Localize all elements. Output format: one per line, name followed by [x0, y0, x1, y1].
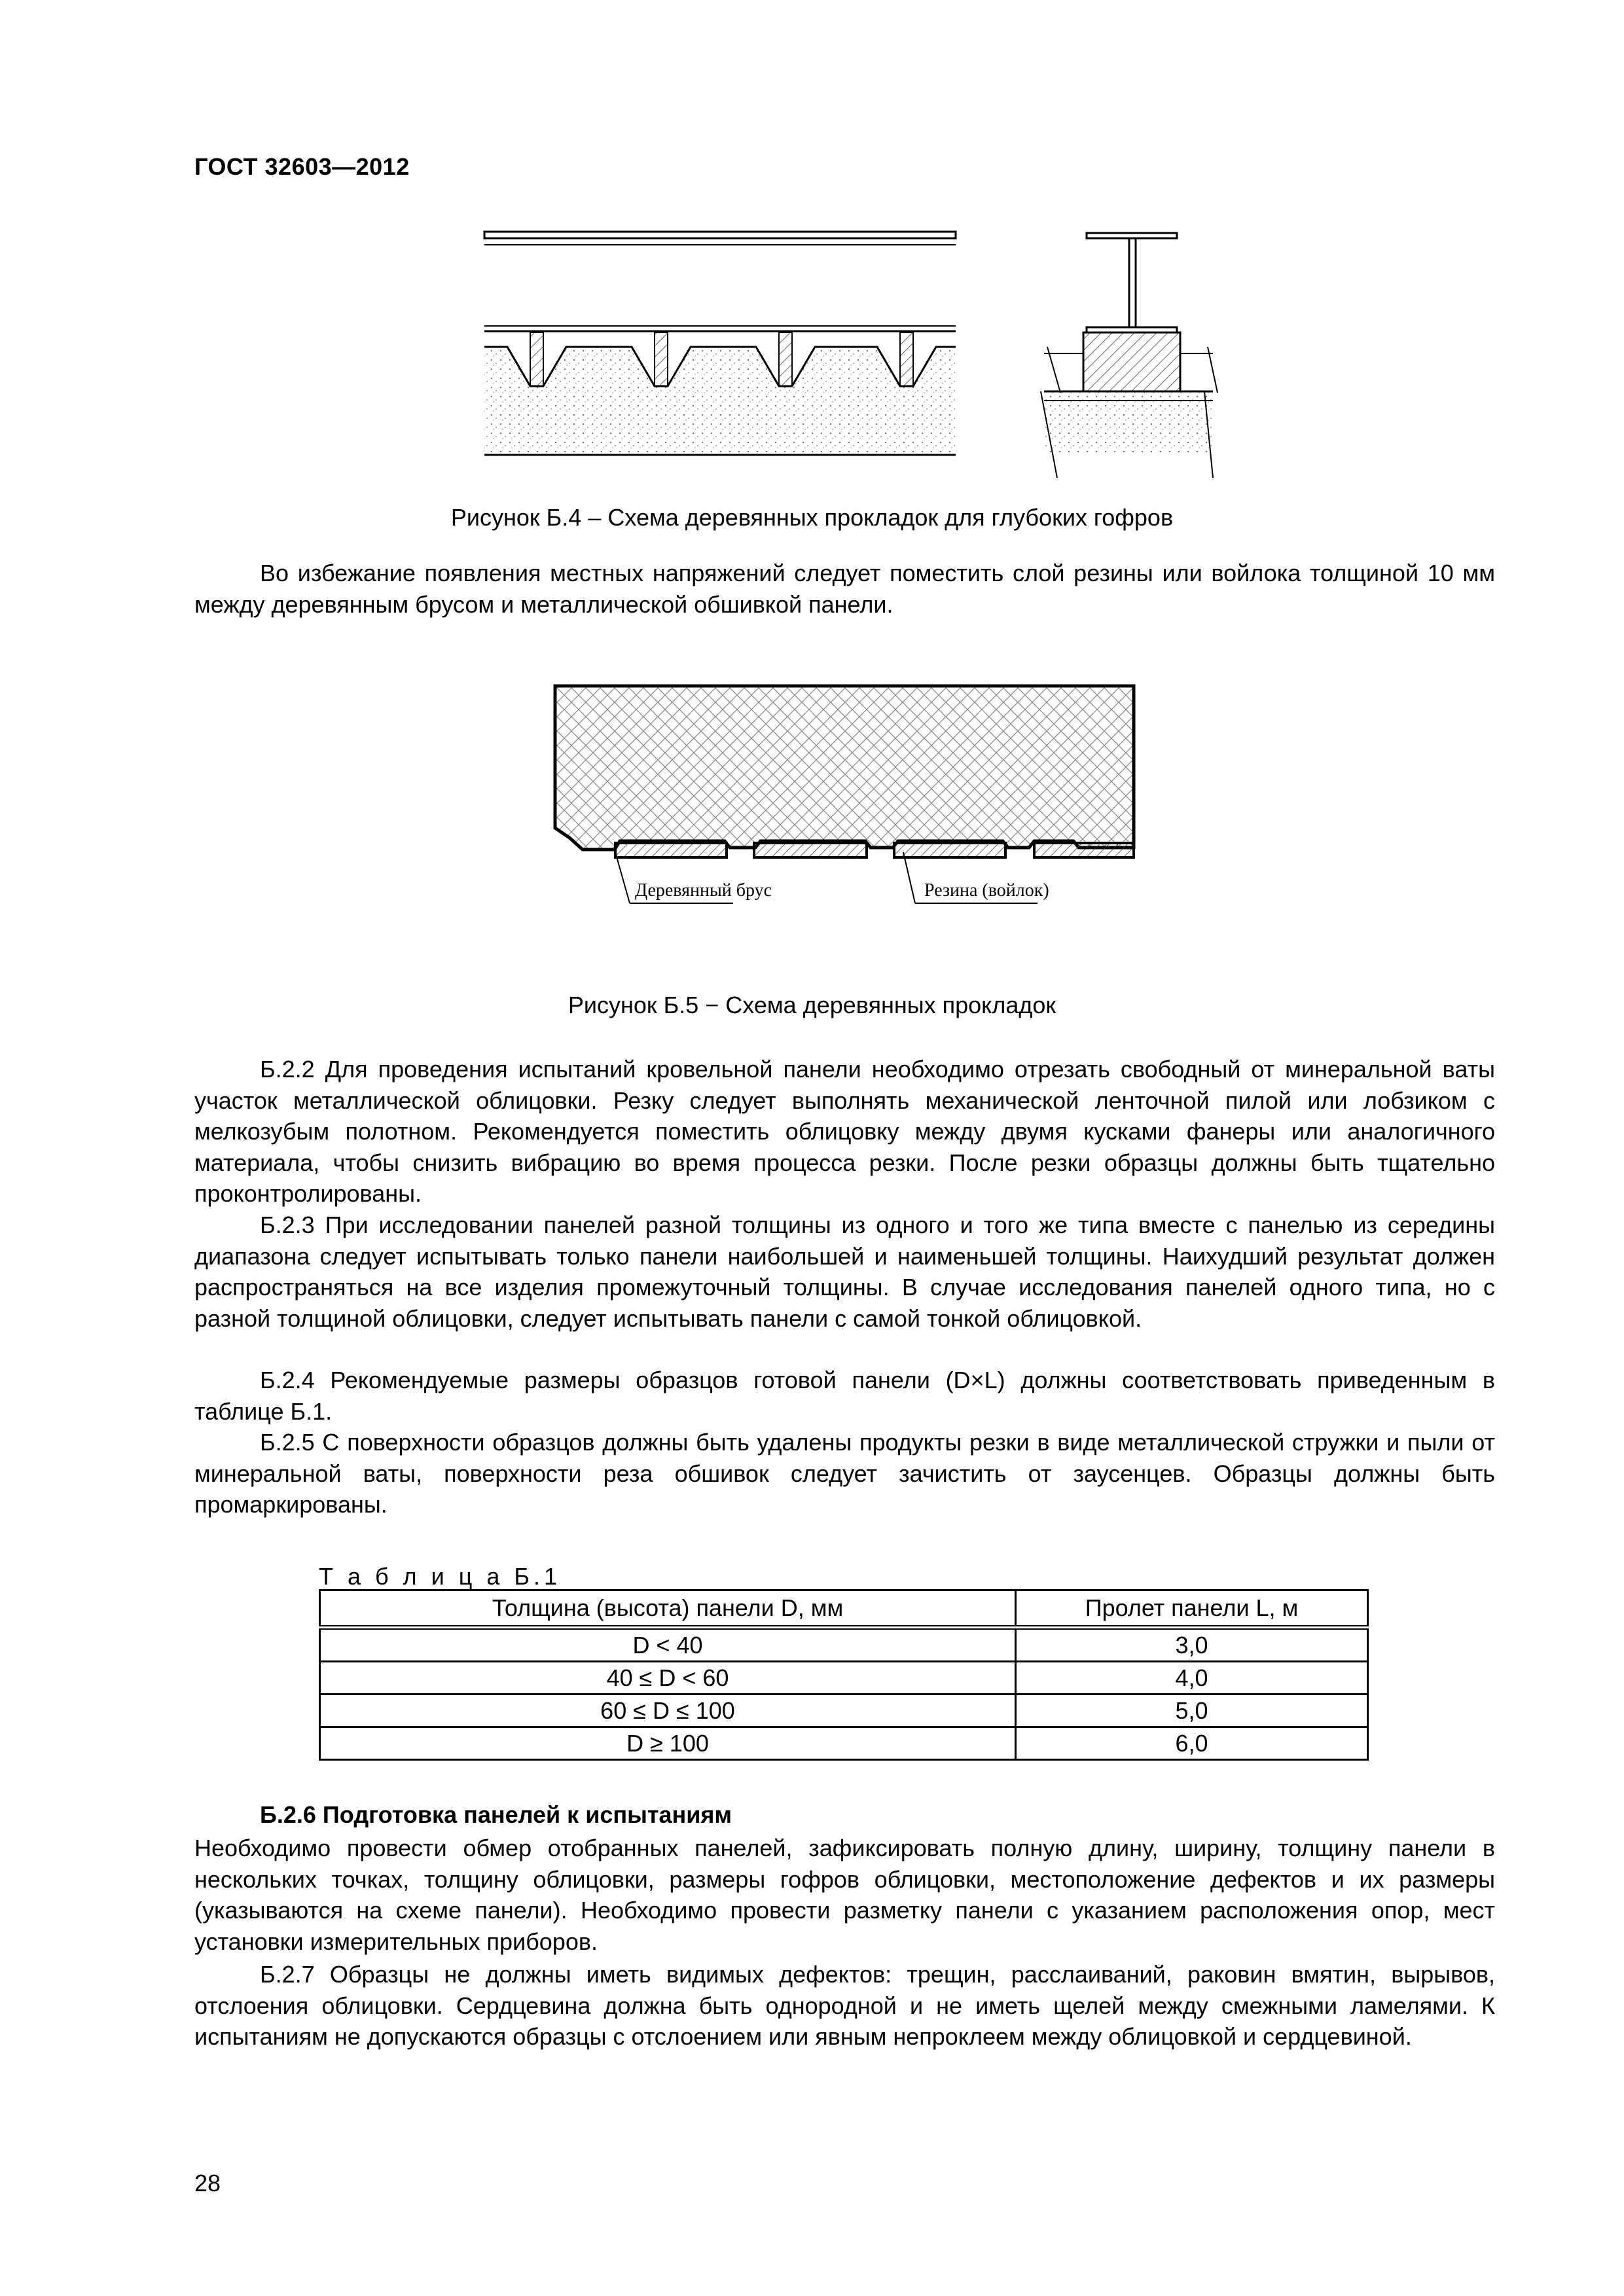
paragraph-b22: Б.2.2 Для проведения испытаний кровельной панели необходимо отрезать свободный от минеральной ваты участок металлической облицовки. Резку следует выполнять механической ленточной пилой или лобзиком с мелкозубым полотном. Рекомендуется поместить облицовку между двумя кусками фанеры или аналогичного материала, чтобы снизить вибрацию во время процесса резки. После резки образцы должны быть тщательно проконтролированы.: [194, 1056, 1495, 1207]
table-cell-span: 5,0: [1016, 1695, 1368, 1727]
i-beam-section: [1041, 233, 1218, 478]
panel-core: [555, 686, 1134, 850]
section-b26-title: Б.2.6 Подготовка панелей к испытаниям: [260, 1801, 732, 1828]
paragraph-b27: Б.2.7 Образцы не должны иметь видимых дефектов: трещин, расслаиваний, раковин вмятин, вырывов, отслоения облицовки. Сердцевина должна быть однородной и не иметь щелей между смежными ламелями. К испытаниям не допускаются образцы с отслоением или явным непроклеем между облицовкой и сердцевиной.: [194, 1961, 1495, 2050]
table-row: [320, 1628, 1368, 1662]
figure-b5-caption: Рисунок Б.5 − Схема деревянных прокладок: [568, 992, 1056, 1018]
table-header-span: Пролет панели L, м: [1016, 1590, 1368, 1628]
table-cell-thickness: 60 ≤ D ≤ 100: [320, 1695, 1016, 1727]
table-b1: [319, 1589, 1369, 1761]
table-cell-thickness: D ≥ 100: [320, 1727, 1016, 1760]
table-cell-thickness: 40 ≤ D < 60: [320, 1662, 1016, 1695]
section-b26-text: Необходимо провести обмер отобранных панелей, зафиксировать полную длину, ширину, толщину панели в нескольких точках, толщину облицовки, размеры гофров облицовки, местоположение дефектов и их размеры (указываются на схеме панели). Необходимо провести разметку панели с указанием расположения опор, мест установки измерительных приборов.: [194, 1835, 1495, 1955]
table-row: [320, 1727, 1368, 1760]
paragraph-intro: Во избежание появления местных напряжений следует поместить слой резины или войлока толщиной 10 мм между деревянным брусом и металлической обшивкой панели.: [194, 560, 1495, 618]
table-row: [320, 1662, 1368, 1695]
figure-b4-drawing: [471, 229, 1224, 478]
table-header-row: [320, 1590, 1368, 1628]
document-header: ГОСТ 32603—2012: [194, 153, 410, 180]
table-cell-span: 3,0: [1016, 1628, 1368, 1662]
table-cell-span: 6,0: [1016, 1727, 1368, 1760]
label-rubber-felt: Резина (войлок): [924, 880, 1049, 901]
table-header-thickness: Толщина (высота) панели D, мм: [320, 1590, 1016, 1628]
paragraph-b24: Б.2.4 Рекомендуемые размеры образцов готовой панели (D×L) должны соответствовать приведенным в таблице Б.1.: [194, 1367, 1495, 1425]
figure-b4-caption: Рисунок Б.4 – Схема деревянных прокладок для глубоких гофров: [450, 504, 1174, 531]
paragraph-b23: Б.2.3 При исследовании панелей разной толщины из одного и того же типа вместе с панелью из середины диапазона следует испытывать только панели наибольшей и наименьшей толщины. Наихудший результат должен распространяться на все изделия промежуточный толщины. В случае исследования панелей одного типа, но с разной толщиной облицовки, следует испытывать панели с самой тонкой облицовкой.: [194, 1211, 1495, 1332]
table-row: [320, 1695, 1368, 1727]
beam-side-view: [484, 232, 956, 331]
page-number: 28: [194, 2170, 221, 2197]
corrugated-base: [484, 347, 956, 455]
paragraph-b25: Б.2.5 С поверхности образцов должны быть удалены продукты резки в виде металлической стружки и пыли от минеральной ваты, поверхности реза обшивок следует зачистить от заусенцев. Образцы должны быть промаркированы.: [194, 1429, 1495, 1518]
label-wooden-beam: Деревянный брус: [635, 880, 772, 901]
table-title: Т а б л и ц а Б.1: [319, 1563, 562, 1590]
table-cell-thickness: D < 40: [320, 1628, 1016, 1662]
table-cell-span: 4,0: [1016, 1662, 1368, 1695]
